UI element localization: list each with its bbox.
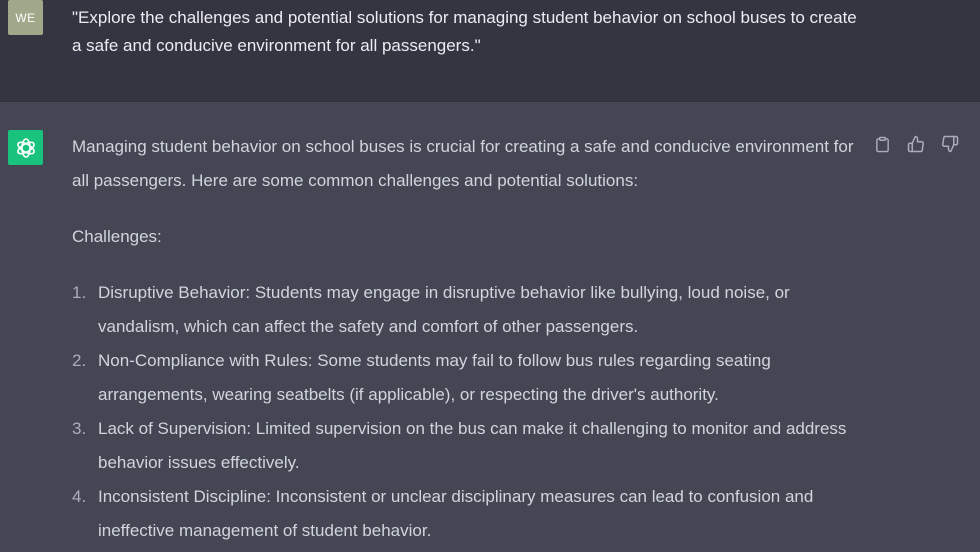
openai-logo-icon	[14, 136, 38, 160]
user-prompt-text: "Explore the challenges and potential solutions for managing student behavior on school buses to create a safe and conducive environment for all passengers."	[72, 8, 857, 55]
list-item	[72, 276, 862, 344]
list-number: 4.	[72, 487, 87, 506]
list-number: 1.	[72, 283, 87, 302]
list-item-text: Inconsistent Discipline: Inconsistent or unclear disciplinary measures can lead to confusion and ineffective management of student behavior.	[98, 487, 814, 540]
thumbs-up-icon	[907, 135, 925, 153]
user-message-row	[0, 0, 980, 102]
list-item-text: Non-Compliance with Rules: Some students may fail to follow bus rules regarding seating arrangements, wearing seatbelts (if applicable), or respecting the driver's authority.	[98, 351, 771, 404]
assistant-response	[72, 130, 862, 548]
message-actions	[872, 134, 960, 154]
assistant-message-row	[0, 102, 980, 552]
thumbs-up-button[interactable]	[906, 134, 926, 154]
copy-button[interactable]	[872, 134, 892, 154]
list-item	[72, 412, 862, 480]
list-item	[72, 480, 862, 548]
list-number: 2.	[72, 351, 87, 370]
challenges-heading: Challenges:	[72, 227, 162, 246]
list-number: 3.	[72, 419, 87, 438]
thumbs-down-button[interactable]	[940, 134, 960, 154]
response-intro: Managing student behavior on school buses is crucial for creating a safe and conducive environment for all passengers. Here are some common challenges and potential solutions:	[72, 137, 854, 190]
thumbs-down-icon	[941, 135, 959, 153]
list-item-text: Disruptive Behavior: Students may engage in disruptive behavior like bullying, loud noise, or vandalism, which can affect the safety and comfort of other passengers.	[98, 283, 790, 336]
challenges-list	[72, 276, 862, 548]
clipboard-icon	[874, 136, 891, 153]
assistant-avatar	[8, 130, 43, 165]
user-avatar: WE	[8, 0, 43, 35]
list-item-text: Lack of Supervision: Limited supervision on the bus can make it challenging to monitor and address behavior issues effectively.	[98, 419, 847, 472]
list-item	[72, 344, 862, 412]
